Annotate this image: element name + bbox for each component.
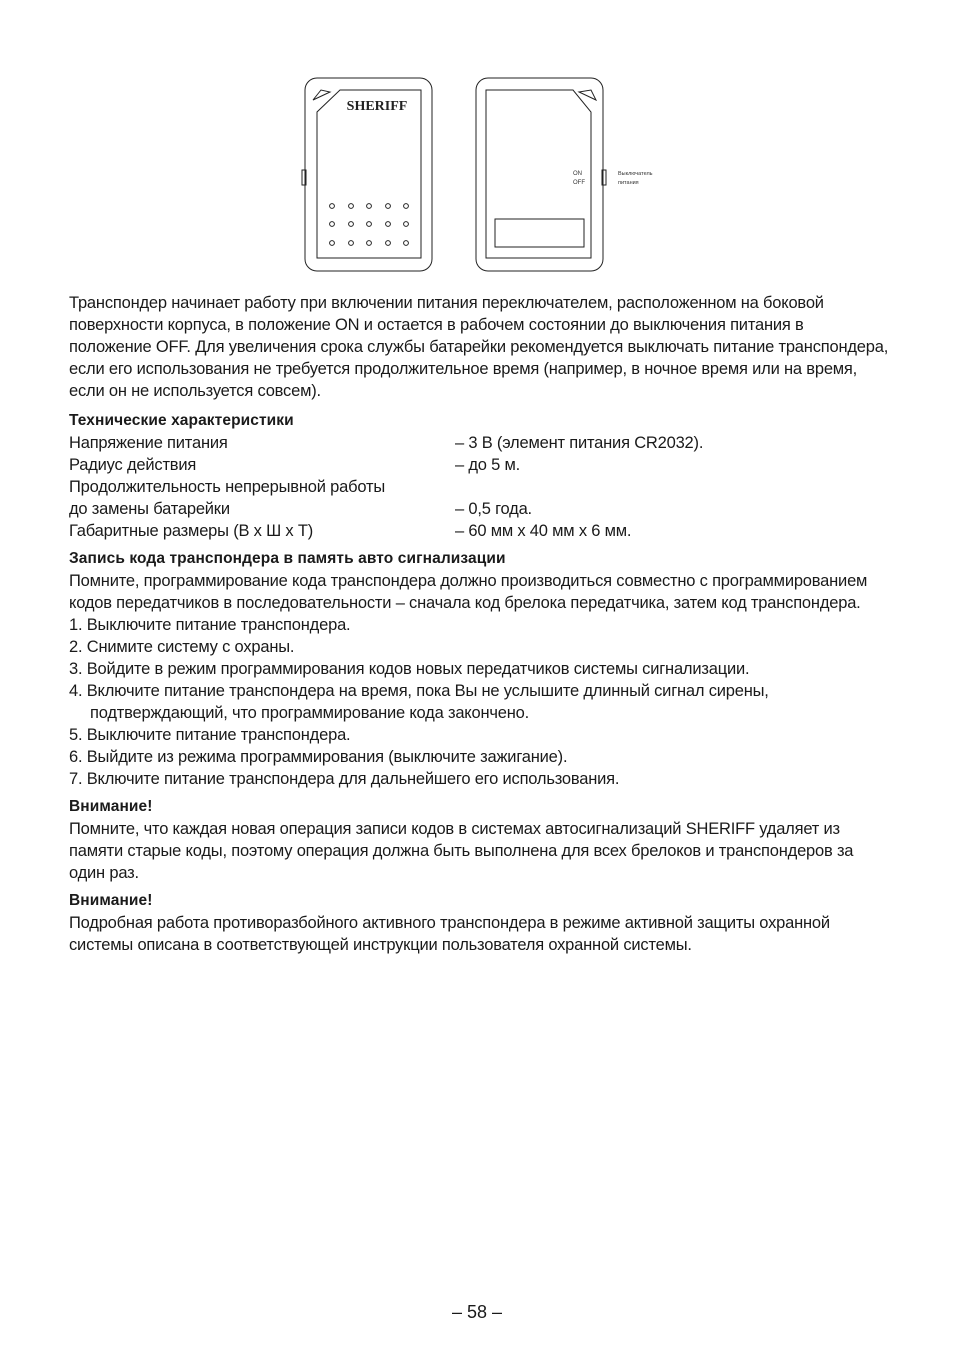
page-body	[69, 292, 889, 956]
spec-label: Напряжение питания	[69, 434, 228, 452]
switch-on-label: ON	[573, 171, 582, 177]
warning-heading: Внимание!	[69, 892, 153, 909]
warning-text: Помните, что каждая новая операция записи кодов в системах автосигнализаций SHERIFF удаляет из памяти старые коды, поэтому операция должна быть выполнена для всех брелоков и транспондеров за один раз.	[69, 820, 854, 882]
warning-text: Подробная работа противоразбойного активного транспондера в режиме активной защиты охранной системы описана в соответствующей инструкции пользователя охранной системы.	[69, 914, 830, 954]
spec-value	[455, 476, 889, 498]
spec-label: Радиус действия	[69, 456, 197, 474]
programming-heading: Запись кода транспондера в память авто сигнализации	[69, 550, 506, 567]
spec-value: – 60 мм х 40 мм х 6 мм.	[455, 522, 632, 540]
programming-intro: Помните, программирование кода транспондера должно производиться совместно с программированием кодов передатчиков в последовательности – сначала код брелока передатчика, затем код транспондера.	[69, 572, 868, 612]
front-panel-outline	[317, 90, 421, 258]
step-item: 7. Включите питание транспондера для дальнейшего его использования.	[69, 770, 620, 788]
step-item: 5. Выключите питание транспондера.	[69, 726, 351, 744]
step-item: 3. Войдите в режим программирования кодов новых передатчиков системы сигнализации.	[69, 660, 750, 678]
switch-caption-line2: питания	[618, 180, 639, 186]
step-item: 2. Снимите систему с охраны.	[69, 638, 295, 656]
spec-label: до замены батарейки	[69, 500, 230, 518]
switch-caption-line1: Выключатель	[618, 171, 653, 177]
switch-off-label: OFF	[573, 180, 585, 186]
spec-value: – 0,5 года.	[455, 500, 532, 518]
led-dots-grid	[330, 204, 409, 246]
battery-label-area	[495, 219, 584, 247]
programming-steps	[69, 614, 889, 790]
transponder-illustration	[295, 70, 675, 280]
step-item: 6. Выйдите из режима программирования (выключите зажигание).	[69, 748, 568, 766]
step-item: 1. Выключите питание транспондера.	[69, 616, 351, 634]
spec-value: – 3 В (элемент питания CR2032).	[455, 434, 704, 452]
specs-table	[69, 432, 889, 542]
transponder-drawing	[295, 70, 675, 280]
page-number: – 58 –	[451, 1302, 503, 1322]
back-key-ring-hole	[579, 90, 596, 100]
specs-heading: Технические характеристики	[69, 412, 294, 429]
spec-label: Габаритные размеры (В х Ш х Т)	[69, 522, 314, 540]
spec-value: – до 5 м.	[455, 456, 521, 474]
intro-paragraph: Транспондер начинает работу при включении питания переключателем, расположенном на боковой поверхности корпуса, в положение ON и остается в рабочем состоянии до выключения питания в положение OFF. Для увеличения срока службы батарейки рекомендуется выключать питание транспондера, если его использования не требуется продолжительное время (например, в ночное время или на время, если он не используется совсем).	[69, 294, 889, 400]
warning-heading: Внимание!	[69, 798, 153, 815]
brand-label: SHERIFF	[346, 99, 408, 114]
step-item: 4. Включите питание транспондера на время, пока Вы не услышите длинный сигнал сирены, подтверждающий, что программирование кода закончено.	[69, 682, 769, 722]
front-key-ring-hole	[313, 90, 330, 100]
spec-label: Продолжительность непрерывной работы	[69, 478, 385, 496]
